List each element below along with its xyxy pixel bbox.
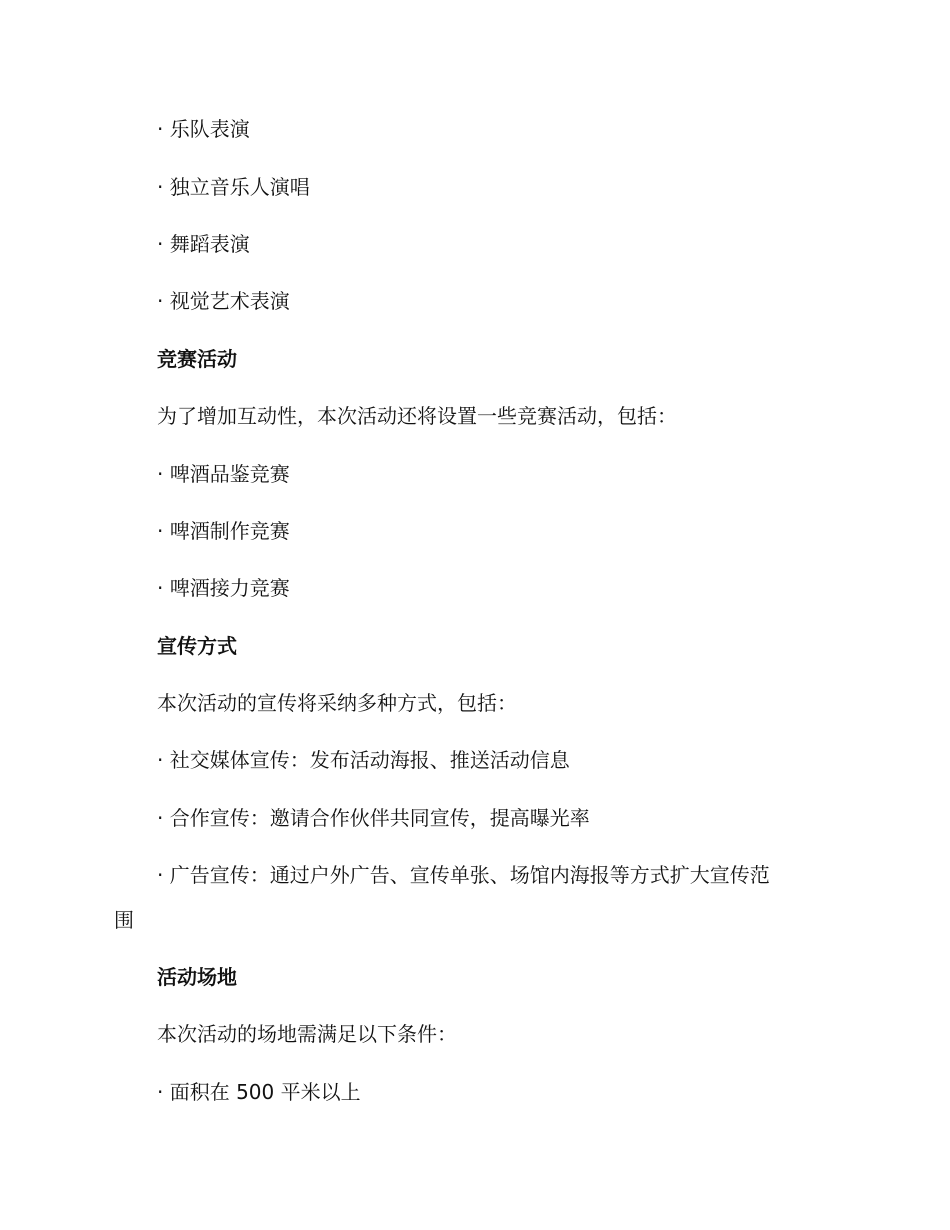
bullet-partner-promo: · 合作宣传：邀请合作伙伴共同宣传，提高曝光率 <box>157 806 590 830</box>
bullet-social-media: · 社交媒体宣传：发布活动海报、推送活动信息 <box>157 748 570 772</box>
bullet-indie-musician: · 独立音乐人演唱 <box>157 175 310 199</box>
bullet-beer-relay: · 啤酒接力竞赛 <box>157 576 290 600</box>
bullet-visual-art: · 视觉艺术表演 <box>157 289 290 313</box>
bullet-venue-area: · 面积在 500 平米以上 <box>157 1080 361 1104</box>
paragraph-competition-intro: 为了增加互动性，本次活动还将设置一些竞赛活动，包括： <box>157 404 677 428</box>
heading-competition: 竞赛活动 <box>157 347 237 371</box>
paragraph-promotion-intro: 本次活动的宣传将采纳多种方式，包括： <box>157 691 517 715</box>
bullet-band-performance: · 乐队表演 <box>157 117 250 141</box>
bullet-advertising: · 广告宣传：通过户外广告、宣传单张、场馆内海报等方式扩大宣传范 <box>157 863 770 887</box>
bullet-dance-performance: · 舞蹈表演 <box>157 232 250 256</box>
bullet-beer-making: · 啤酒制作竞赛 <box>157 519 290 543</box>
paragraph-venue-intro: 本次活动的场地需满足以下条件： <box>157 1022 457 1046</box>
heading-venue: 活动场地 <box>157 965 237 989</box>
heading-promotion: 宣传方式 <box>157 634 237 658</box>
bullet-advertising-wrap: 围 <box>114 908 134 932</box>
bullet-beer-tasting: · 啤酒品鉴竞赛 <box>157 462 290 486</box>
